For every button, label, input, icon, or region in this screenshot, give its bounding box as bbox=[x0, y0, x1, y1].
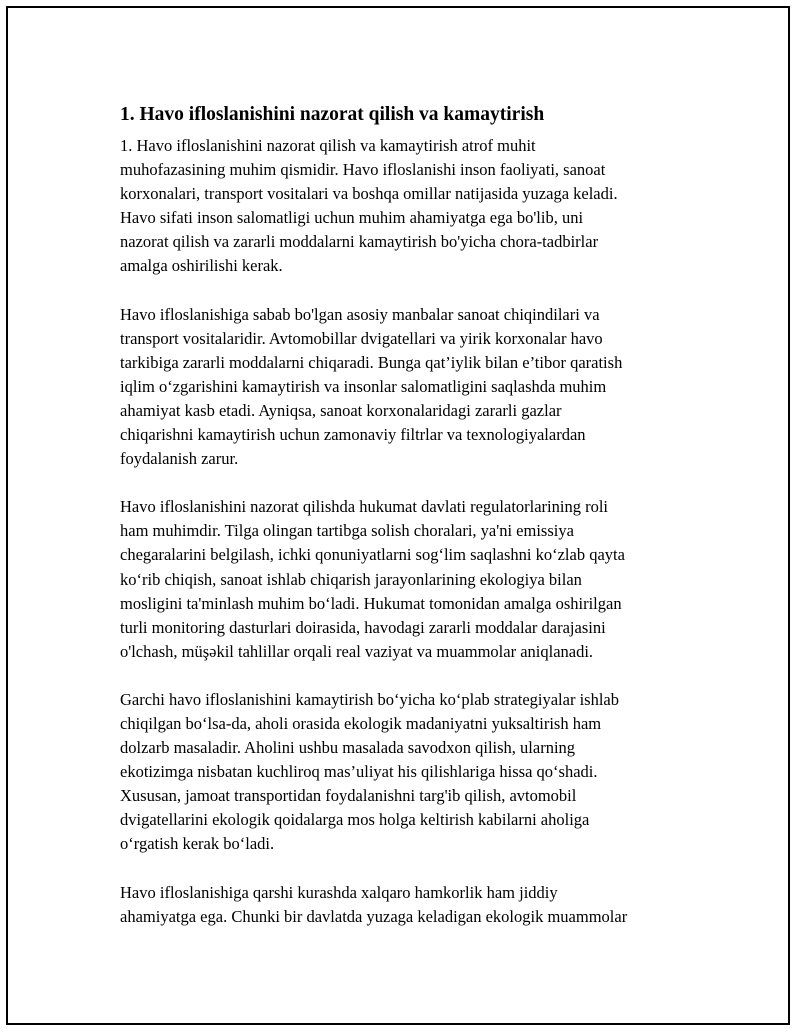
text-line: chegaralarini belgilash, ichki qonuniyatlarni sog‘lim saqlashni ko‘zlab qayta bbox=[120, 545, 625, 565]
text-line: amalga oshirilishi kerak. bbox=[120, 256, 283, 276]
text-line: 1. Havo ifloslanishini nazorat qilish va kamaytirish atrof muhit bbox=[120, 136, 536, 155]
text-line: Xususan, jamoat transportidan foydalanishni targ'ib qilish, avtomobil bbox=[120, 786, 577, 806]
paragraph bbox=[120, 134, 700, 279]
text-line: transport vositalaridir. Avtomobillar dvigatellari va yirik korxonalar havo bbox=[120, 328, 603, 348]
text-line: chiqarishni kamaytirish uchun zamonaviy filtrlar va texnologiyalardan bbox=[120, 425, 586, 445]
text-line: Havo ifloslanishiga sabab bo'lgan asosiy manbalar sanoat chiqindilari va bbox=[120, 304, 600, 324]
text-line: ekotizimga nisbatan kuchliroq mas’uliyat his qilishlariga hissa qo‘shadi. bbox=[120, 762, 598, 782]
text-line: ko‘rib chiqish, sanoat ishlab chiqarish jarayonlarining ekologiya bilan bbox=[120, 569, 582, 589]
text-line: o‘rgatish kerak bo‘ladi. bbox=[120, 834, 275, 854]
text-line: Havo sifati inson salomatligi uchun muhim ahamiyatga ega bo'lib, uni bbox=[120, 208, 584, 228]
text-line: nazorat qilish va zararli moddalarni kamaytirish bo'yicha chora-tadbirlar bbox=[120, 232, 599, 252]
paragraph-list bbox=[120, 134, 700, 929]
document-title: 1. Havo ifloslanishini nazorat qilish va kamaytirish bbox=[120, 104, 545, 125]
text-line: Havo ifloslanishini nazorat qilishda hukumat davlati regulatorlarining roli bbox=[120, 497, 609, 517]
paragraph bbox=[120, 495, 700, 664]
text-line: mosligini ta'minlash muhim bo‘ladi. Hukumat tomonidan amalga oshirilgan bbox=[120, 593, 622, 613]
text-line: dolzarb masaladir. Aholini ushbu masalada savodxon qilish, ularning bbox=[120, 738, 576, 758]
text-line: foydalanish zarur. bbox=[120, 449, 239, 469]
paragraph bbox=[120, 303, 700, 472]
text-line: o'lchash, müşəkil tahlillar orqali real vaziyat va muammolar aniqlanadi. bbox=[120, 641, 594, 661]
text-line: turli monitoring dasturlari doirasida, havodagi zararli moddalar darajasini bbox=[120, 617, 606, 637]
text-line: ahamiyat kasb etadi. Ayniqsa, sanoat korxonalaridagi zararli gazlar bbox=[120, 400, 562, 420]
text-line: dvigatellarini ekologik qoidalarga mos holga keltirish kabilarni aholiga bbox=[120, 810, 590, 830]
paragraph bbox=[120, 881, 700, 929]
text-line: muhofazasining muhim qismidir. Havo ifloslanishi inson faoliyati, sanoat bbox=[120, 160, 606, 180]
text-line: Havo ifloslanishiga qarshi kurashda xalqaro hamkorlik ham jiddiy bbox=[120, 882, 558, 902]
text-line: korxonalari, transport vositalari va boshqa omillar natijasida yuzaga keladi. bbox=[120, 184, 618, 204]
text-line: iqlim o‘zgarishini kamaytirish va insonlar salomatligini saqlashda muhim bbox=[120, 376, 607, 396]
text-line: chiqilgan bo‘lsa-da, aholi orasida ekologik madaniyatni yuksaltirish ham bbox=[120, 713, 602, 733]
text-line: ahamiyatga ega. Chunki bir davlatda yuzaga keladigan ekologik muammolar bbox=[120, 906, 628, 926]
page-frame bbox=[6, 6, 790, 1025]
paragraph bbox=[120, 688, 700, 857]
document-body bbox=[120, 102, 700, 953]
text-line: tarkibiga zararli moddalarni chiqaradi. Bunga qat’iylik bilan e’tibor qaratish bbox=[120, 352, 623, 372]
text-line: Garchi havo ifloslanishini kamaytirish bo‘yicha ko‘plab strategiyalar ishlab bbox=[120, 689, 619, 709]
text-line: ham muhimdir. Tilga olingan tartibga solish choralari, ya'ni emissiya bbox=[120, 521, 574, 541]
